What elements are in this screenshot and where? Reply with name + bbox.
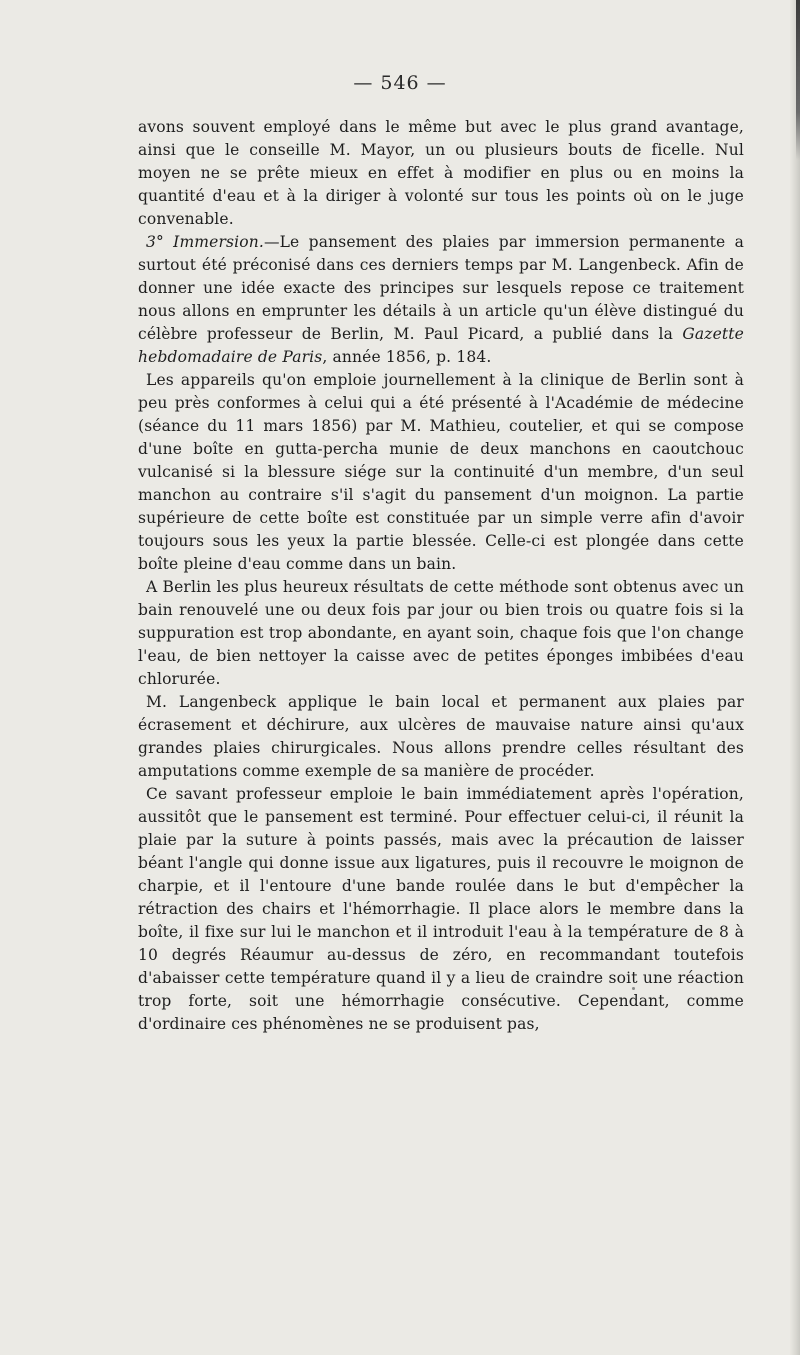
paper-speck [632, 987, 635, 990]
paragraph-6: Ce savant professeur emploie le bain immédiatement après l'opération, aussitôt que le pansement est terminé. Pour effectuer celui-ci, il réunit la plaie par la suture à points passés, mais avec la précaution de laisser béant l'angle qui donne issue aux ligatures, puis il recouvre le moignon de charpie, et il l'entoure d'une bande roulée dans le but d'empêcher la rétraction des chairs et l'hémorrhagie. Il place alors le membre dans la boîte, il fixe sur lui le manchon et il introduit l'eau à la température de 8 à 10 degrés Réaumur au-dessus de zéro, en recommandant toutefois d'abaisser cette température quand il y a lieu de craindre soit une réaction trop forte, soit une hémorrhagie consécutive. Cependant, comme d'ordinaire ces phénomènes ne se produisent pas, [138, 785, 744, 1033]
paragraph-1: avons souvent employé dans le même but avec le plus grand avantage, ainsi que le conseille M. Mayor, un ou plusieurs bouts de ficelle. Nul moyen ne se prête mieux en effet à modifier en plus ou en moins la quantité d'eau et à la diriger à volonté sur tous les points où on le juge convenable. [138, 118, 744, 228]
body-text [138, 116, 744, 1036]
paragraph-3: Les appareils qu'on emploie journellement à la clinique de Berlin sont à peu près conformes à celui qui a été présenté à l'Académie de médecine (séance du 11 mars 1856) par M. Mathieu, coutelier, et qui se compose d'une boîte en gutta-percha munie de deux manchons en caoutchouc vulcanisé si la blessure siége sur la continuité d'un membre, d'un seul manchon au contraire s'il s'agit du pansement d'un moignon. La partie supérieure de cette boîte est constituée par un simple verre afin d'avoir toujours sous les yeux la partie blessée. Celle-ci est plongée dans cette boîte pleine d'eau comme dans un bain. [138, 371, 744, 573]
section-heading-immersion: 3° Immersion. [146, 233, 264, 251]
paragraph-2 [138, 231, 744, 369]
paragraph-5: M. Langenbeck applique le bain local et permanent aux plaies par écrasement et déchirure, aux ulcères de mauvaise nature ainsi qu'aux grandes plaies chirurgicales. Nous allons prendre celles résultant des amputations comme exemple de sa manière de procéder. [138, 693, 744, 780]
journal-title: Gazette hebdomadaire de Paris [138, 325, 744, 366]
paragraph-2-text: —Le pansement des plaies par immersion permanente a surtout été préconisé dans ces derniers temps par M. Langenbeck. Afin de donner une idée exacte des principes sur lesquels repose ce traitement nous allons en emprunter les détails à un article qu'un élève distingué du célèbre professeur de Berlin, M. Paul Picard, a publié dans la [138, 233, 745, 343]
page-edge-shadow [790, 0, 800, 1355]
paragraph-4: A Berlin les plus heureux résultats de cette méthode sont obtenus avec un bain renouvelé une ou deux fois par jour ou bien trois ou quatre fois si la suppuration est trop abondante, en ayant soin, chaque fois que l'on change l'eau, de bien nettoyer la caisse avec de petites éponges imbibées d'eau chlorurée. [138, 578, 744, 688]
paragraph-2-citation: , année 1856, p. 184. [322, 348, 492, 366]
page-number: — 546 — [353, 72, 447, 94]
